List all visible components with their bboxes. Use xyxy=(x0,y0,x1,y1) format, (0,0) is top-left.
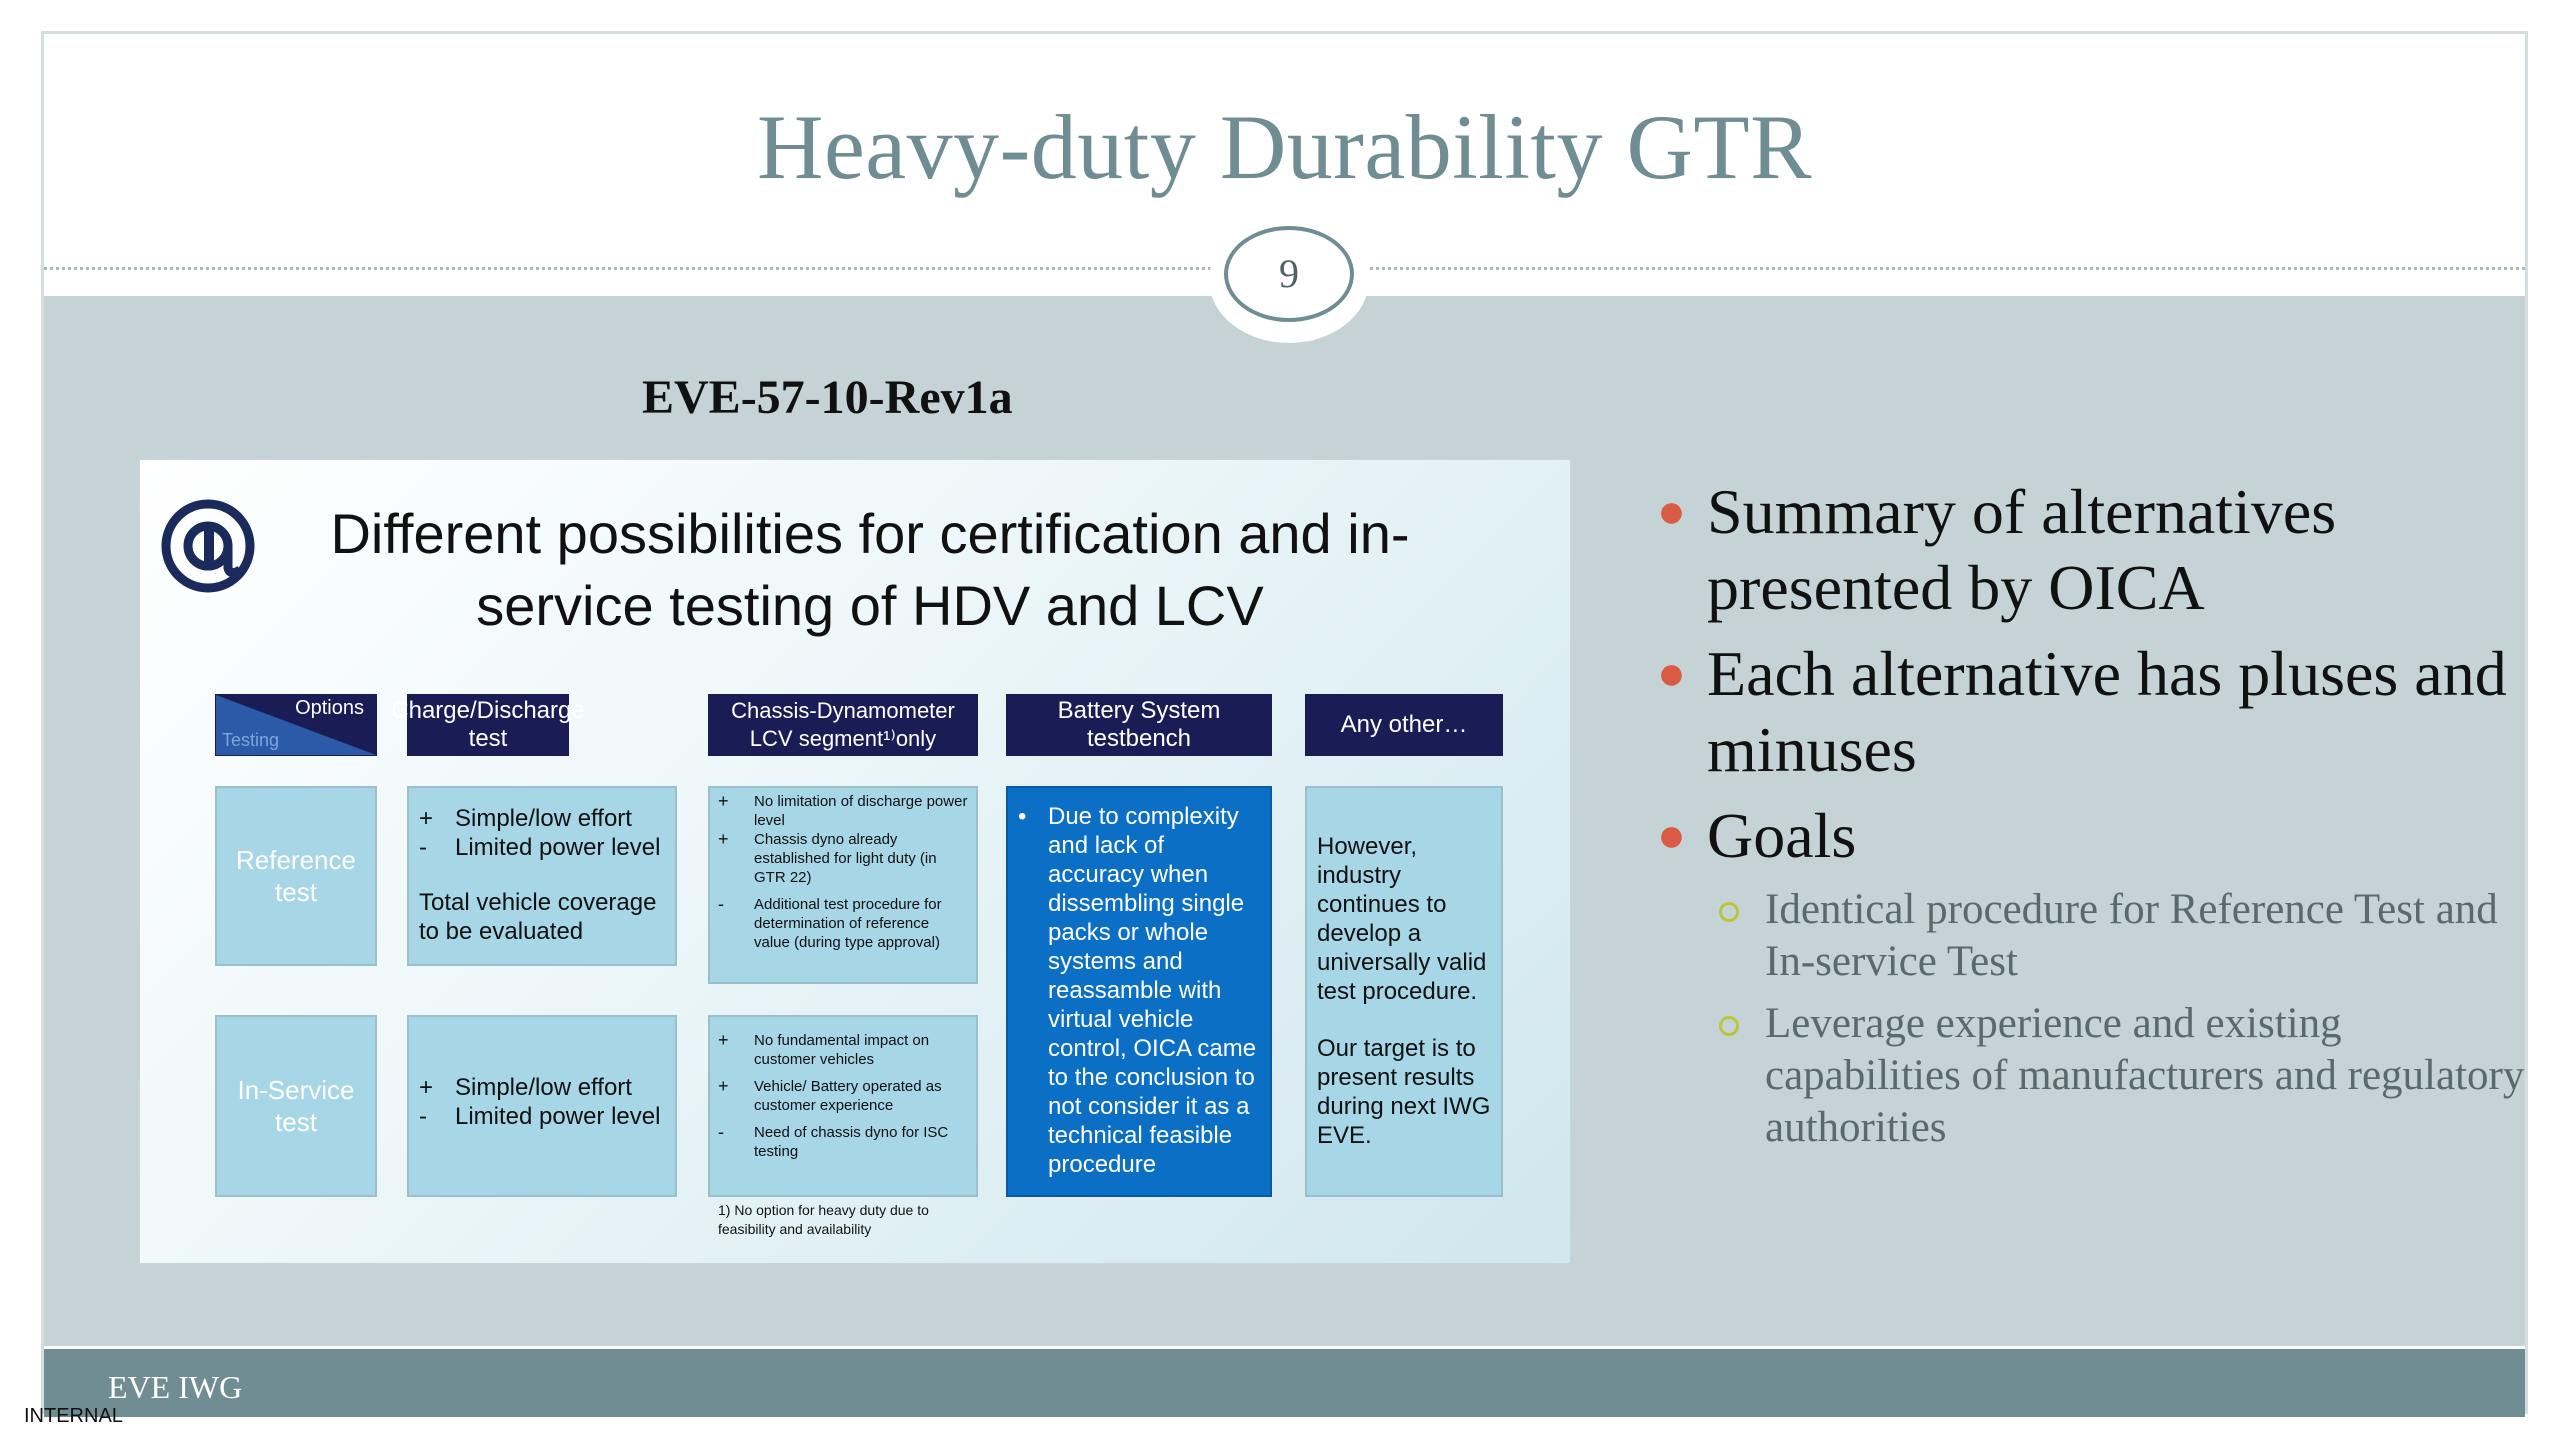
list-item xyxy=(718,1077,968,1115)
column-header-line: test xyxy=(468,725,508,752)
row-label-line: test xyxy=(275,1107,317,1137)
cell-any-other xyxy=(1305,786,1503,1197)
list-marker: + xyxy=(419,805,434,832)
cell-battery-system xyxy=(1006,786,1272,1197)
row-label-in-service-test xyxy=(215,1015,377,1197)
sub-bullet-text: Identical procedure for Reference Test and In-service Test xyxy=(1765,886,2498,985)
list-text: Additional test procedure for determination of reference value (during type approval) xyxy=(754,896,942,951)
column-header-line: Battery System xyxy=(1057,697,1221,724)
list-marker: + xyxy=(718,1076,729,1096)
list-item xyxy=(419,1073,665,1102)
panel-title xyxy=(270,498,1470,642)
column-header-line: testbench xyxy=(1086,725,1192,752)
column-header-line: Any other… xyxy=(1340,711,1468,738)
bullet-list xyxy=(1649,474,2529,1164)
row-label-line: test xyxy=(275,877,317,907)
list-text: Simple/low effort xyxy=(455,805,632,832)
list-marker: + xyxy=(718,829,729,849)
list-marker: • xyxy=(1018,803,1027,830)
footer-label: EVE IWG xyxy=(108,1369,243,1405)
row-label-reference-test xyxy=(215,786,377,966)
list-item xyxy=(718,1031,968,1069)
cell-paragraph: However, industry continues to develop a universally valid test procedure. xyxy=(1317,833,1487,1005)
table-footnote: 1) No option for heavy duty due to feasibility and availability xyxy=(718,1202,929,1237)
list-text: Limited power level xyxy=(455,834,661,861)
at-sign-logo-icon xyxy=(158,496,258,596)
list-item xyxy=(718,792,968,830)
slide-footer xyxy=(44,1349,2525,1417)
list-text: Limited power level xyxy=(455,1103,661,1130)
list-item xyxy=(1018,802,1260,1179)
list-marker: - xyxy=(718,894,724,914)
cell-note: Total vehicle coverage to be evaluated xyxy=(419,889,657,945)
bullet-item xyxy=(1649,798,2529,874)
list-text: Due to complexity and lack of accuracy when dissembling single packs or whole systems and reassamble with virtual vehicle control, OICA came to the conclusion to not consider it as a technical feasible procedure xyxy=(1048,803,1257,1178)
corner-testing-label: Testing xyxy=(222,730,280,750)
embedded-slide-image xyxy=(139,459,1571,1264)
column-header-line: Charge/Discharge xyxy=(391,697,585,724)
list-marker: + xyxy=(419,1074,434,1101)
cell-paragraph: Our target is to present results during next IWG EVE. xyxy=(1317,1035,1491,1149)
column-header-chassis-dynamometer xyxy=(708,694,978,756)
bullet-text: Each alternative has pluses and minuses xyxy=(1707,638,2507,785)
list-item xyxy=(718,1123,968,1161)
column-header-charge-discharge xyxy=(391,694,585,756)
bullet-text: Goals xyxy=(1707,800,1857,871)
list-text: No limitation of discharge power level xyxy=(754,793,968,829)
bullet-dot-icon: ● xyxy=(1657,809,1686,862)
sub-bullet-ring-icon xyxy=(1707,998,1765,1154)
column-header-line: LCV segment¹⁾only xyxy=(749,726,937,751)
list-text: Need of chassis dyno for ISC testing xyxy=(754,1124,949,1160)
corner-options-label: Options xyxy=(295,697,364,719)
sub-bullet-text: Leverage experience and existing capabilities of manufacturers and regulatory authorities xyxy=(1765,1000,2525,1151)
row-label-line: Reference xyxy=(236,845,356,875)
bullet-dot-icon: ● xyxy=(1657,647,1686,700)
sub-bullet-item xyxy=(1649,998,2529,1154)
slide-title: Heavy-duty Durability GTR xyxy=(757,96,1812,198)
bullet-item xyxy=(1649,636,2529,788)
panel-title-line-2: service testing of HDV and LCV xyxy=(476,574,1264,637)
list-text: Chassis dyno already established for light duty (in GTR 22) xyxy=(754,831,937,886)
column-header-line: Chassis-Dynamometer xyxy=(731,698,955,723)
sub-bullet-item xyxy=(1649,884,2529,988)
list-item xyxy=(419,833,665,862)
bullet-dot-icon: ● xyxy=(1657,485,1686,538)
list-marker: + xyxy=(718,1030,729,1050)
table-corner-header xyxy=(215,694,377,756)
column-header-battery-system xyxy=(1006,694,1272,756)
page-number: 9 xyxy=(1224,226,1354,322)
classification-label: INTERNAL xyxy=(24,1405,123,1427)
sub-bullet-ring-icon xyxy=(1707,884,1765,988)
list-text: Vehicle/ Battery operated as customer experience xyxy=(754,1078,942,1114)
cell-chassis-in-service xyxy=(708,1015,978,1197)
slide xyxy=(41,31,2528,1414)
list-item xyxy=(718,830,968,887)
list-marker: - xyxy=(718,1122,724,1142)
bullet-text: Summary of alternatives presented by OICA xyxy=(1707,476,2337,623)
cell-charge-reference xyxy=(407,786,677,966)
list-item xyxy=(419,804,665,833)
bullet-item xyxy=(1649,474,2529,626)
panel-title-line-1: Different possibilities for certification and in- xyxy=(330,502,1410,565)
row-label-line: In-Service xyxy=(237,1075,355,1105)
list-text: Simple/low effort xyxy=(455,1074,632,1101)
list-item xyxy=(718,895,968,952)
list-item xyxy=(419,1102,665,1131)
column-header-any-other xyxy=(1305,694,1503,756)
document-reference: EVE-57-10-Rev1a xyxy=(642,371,1013,424)
list-marker: + xyxy=(718,791,729,811)
cell-chassis-reference xyxy=(708,786,978,984)
list-marker: - xyxy=(419,1103,427,1130)
list-marker: - xyxy=(419,834,427,861)
cell-charge-in-service xyxy=(407,1015,677,1197)
list-text: No fundamental impact on customer vehicles xyxy=(754,1032,930,1068)
